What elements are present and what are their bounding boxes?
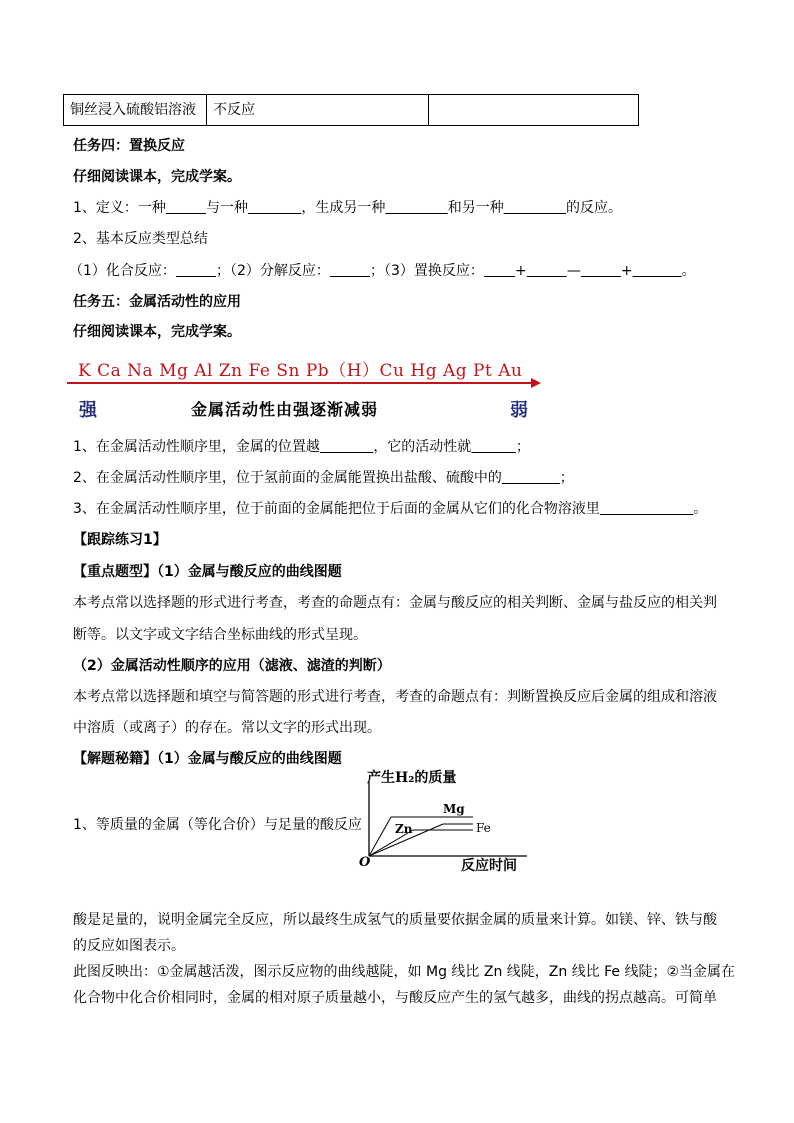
paragraph-4-line-1: 此图反映出：①金属越活泼，图示反应物的曲线越陡，如 Mg 线比 Zn 线陡，Zn 线比 Fe 线陡；②当金属在 (73, 964, 736, 980)
table-cell-phenomenon: 不反应 (207, 95, 429, 125)
blank[interactable] (504, 200, 566, 216)
key2-label: （2）金属活动性顺序的应用（滤液、滤渣的判断） (73, 658, 391, 674)
question-1 (73, 436, 530, 456)
blank[interactable] (166, 200, 206, 216)
blank[interactable] (484, 263, 515, 279)
weak-label: 弱 (510, 400, 528, 421)
plus-sign: + (620, 263, 633, 279)
key-paragraph-line-1: 本考点常以选择题的形式进行考查，考查的命题点有：金属与酸反应的相关判断、金属与盐反应的相关判 (73, 595, 717, 611)
period: 。 (681, 263, 696, 279)
question-3-text: 3、在金属活动性顺序里，位于前面的金属能把位于后面的金属从它们的化合物溶液里 (73, 501, 600, 517)
question-1-end: ； (515, 439, 530, 455)
key-question-label: 【重点题型】（1）金属与酸反应的曲线图题 (73, 564, 342, 580)
activity-decrease-label: 金属活动性由强逐渐减弱 (191, 400, 379, 419)
blank[interactable] (581, 263, 621, 279)
definition-mid3: 和另一种 (447, 200, 504, 216)
practice-heading: 【跟踪练习1】 (73, 532, 167, 548)
summary-title: 2、基本反应类型总结 (73, 231, 208, 247)
displacement-label: ；（3）置换反应： (369, 263, 484, 279)
activity-series: K Ca Na Mg Al Zn Fe Sn Pb（H）Cu Hg Ag Pt Au (78, 361, 523, 381)
blank[interactable] (330, 263, 370, 279)
question-1-text: 1、在金属活动性顺序里，金属的位置越 (73, 439, 320, 455)
arrow-line (67, 382, 533, 384)
definition-suffix: 的反应。 (566, 200, 623, 216)
task4-instruction: 仔细阅读课本，完成学案。 (73, 169, 241, 185)
hydrogen-mass-chart (355, 768, 555, 874)
origin-label: O (359, 855, 371, 870)
table-cell-experiment: 铜丝浸入硫酸铝溶液 (64, 95, 207, 125)
task5-instruction: 仔细阅读课本，完成学案。 (73, 324, 241, 340)
arrow-right-icon (531, 378, 541, 388)
table-cell-conclusion (429, 95, 638, 125)
question-2 (73, 467, 574, 487)
curve-mg-rise (369, 817, 391, 856)
tips-label: 【解题秘籍】（1）金属与酸反应的曲线图题 (73, 751, 342, 767)
question-3 (73, 498, 707, 518)
label-zn: Zn (395, 822, 413, 836)
key2-paragraph-line-1: 本考点常以选择题和填空与简答题的形式进行考查，考查的命题点有：判断置换反应后金属的组成和溶液 (73, 689, 717, 705)
label-mg: Mg (443, 802, 465, 816)
paragraph-3-line-1: 酸是足量的，说明金属完全反应，所以最终生成氢气的质量要依据金属的质量来计算。如镁、锌、铁与酸 (73, 912, 717, 928)
blank[interactable] (176, 263, 216, 279)
summary-line (69, 260, 696, 280)
decomposition-label: ；（2）分解反应： (215, 263, 330, 279)
strong-label: 强 (79, 400, 97, 421)
plus-sign: + (515, 263, 527, 279)
blank[interactable] (248, 200, 301, 216)
paragraph-3-line-2: 的反应如图表示。 (73, 938, 185, 954)
chart-x-label: 反应时间 (461, 858, 517, 874)
question-3-end: 。 (693, 501, 708, 517)
result-table-row (63, 94, 639, 126)
blank[interactable] (600, 501, 693, 517)
definition-mid1: 与一种 (205, 200, 248, 216)
paragraph-4-line-2: 化合物中化合价相同时，金属的相对原子质量越小，与酸反应产生的氢气越多，曲线的拐点越高。可简单 (73, 990, 717, 1006)
combination-label: （1）化合反应： (69, 263, 176, 279)
definition-line (73, 197, 622, 217)
question-1-text-2: ，它的活动性就 (373, 439, 472, 455)
task5-heading: 任务五：金属活动性的应用 (73, 294, 241, 310)
blank[interactable] (527, 263, 567, 279)
definition-prefix: 1、定义：一种 (73, 200, 166, 216)
blank[interactable] (471, 439, 516, 455)
item-1-text: 1、等质量的金属（等化合价）与足量的酸反应 (73, 817, 362, 833)
question-2-end: ； (559, 470, 574, 486)
blank[interactable] (502, 470, 560, 486)
key-paragraph-line-2: 断等。以文字或文字结合坐标曲线的形式呈现。 (73, 627, 367, 643)
blank[interactable] (320, 439, 373, 455)
arrow-sign: — (566, 263, 581, 279)
blank[interactable] (385, 200, 447, 216)
definition-mid2: ，生成另一种 (301, 200, 386, 216)
chart-y-label: 产生H₂的质量 (367, 770, 457, 786)
key2-paragraph-line-2: 中溶质（或离子）的存在。常以文字的形式出现。 (73, 720, 381, 736)
blank[interactable] (633, 263, 682, 279)
task4-heading: 任务四：置换反应 (73, 138, 185, 154)
label-fe: Fe (476, 821, 491, 835)
question-2-text: 2、在金属活动性顺序里，位于氢前面的金属能置换出盐酸、硫酸中的 (73, 470, 502, 486)
